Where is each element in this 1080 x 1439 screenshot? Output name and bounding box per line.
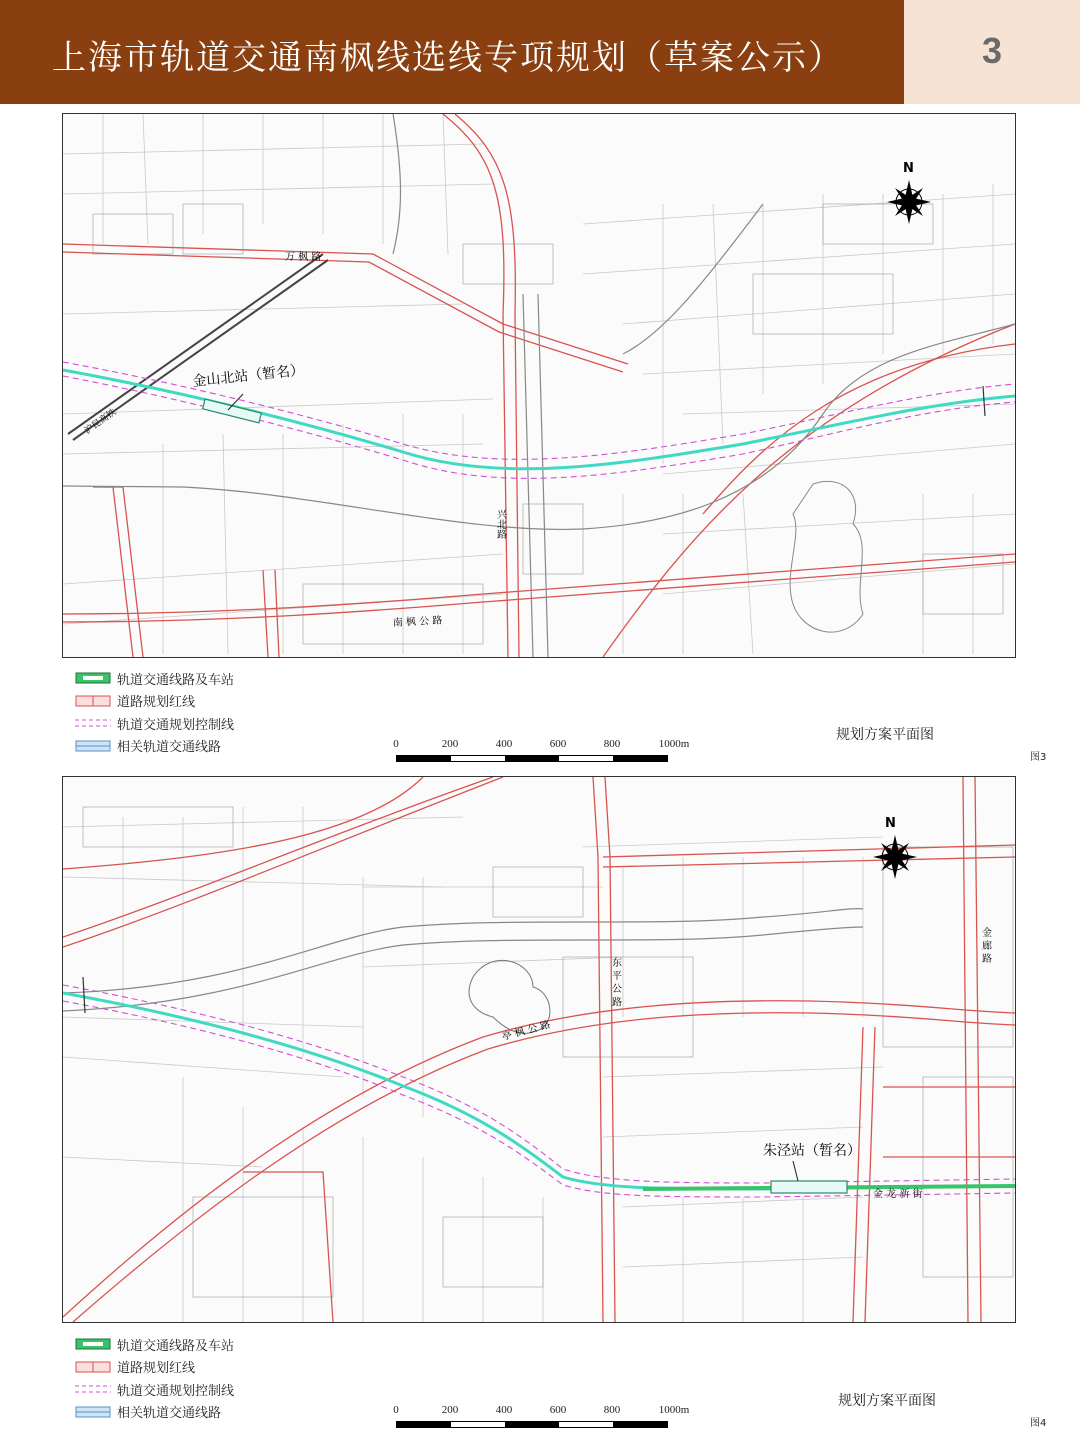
- scale-tick: 400: [495, 738, 513, 750]
- xingbei-road-label: 兴北路: [494, 509, 506, 539]
- scale-bar: [396, 1421, 668, 1428]
- scale-bar: [396, 755, 668, 762]
- north-arrow-icon: [887, 180, 931, 224]
- legend-row-control: [75, 712, 234, 735]
- map-4-drawing: [63, 777, 1015, 1322]
- legend-label-related: 相关轨道交通线路: [117, 1406, 222, 1422]
- map-figure-3: [62, 113, 1016, 658]
- scale-tick: 600: [549, 738, 567, 750]
- building-clusters: [93, 204, 1003, 644]
- north-label: N: [885, 816, 896, 831]
- legend-map-3: [75, 667, 234, 757]
- parcel-grid: [63, 807, 883, 1322]
- legend-row-road: [75, 690, 234, 713]
- map-figure-4: [62, 776, 1016, 1323]
- building-clusters: [83, 807, 1013, 1297]
- station-leader-line: [793, 1161, 798, 1181]
- north-arrow-icon: [873, 835, 917, 879]
- rail-line-station-symbol: [75, 672, 111, 684]
- zhujing-station-symbol: [771, 1181, 847, 1193]
- legend-row-rail: [75, 1333, 234, 1356]
- park-outline: [790, 481, 863, 632]
- line-end-marker: [983, 386, 985, 416]
- jinchan-road-label: 金 廊 路: [979, 927, 991, 964]
- scale-tick: 200: [441, 1404, 459, 1416]
- scale-tick: 1000m: [658, 1404, 690, 1416]
- legend-row-road: [75, 1356, 234, 1379]
- page-number: 3: [981, 30, 1003, 71]
- scale-tick: 800: [603, 738, 621, 750]
- related-rail-line-symbol: [75, 1406, 111, 1418]
- legend-map-4: [75, 1333, 234, 1423]
- scale-bar-map-3: [393, 738, 696, 768]
- scale-tick: 1000m: [658, 738, 690, 750]
- legend-label-rail: 轨道交通线路及车站: [117, 1338, 235, 1354]
- legend-row-control: [75, 1378, 234, 1401]
- legend-label-rail: 轨道交通线路及车站: [117, 672, 235, 688]
- plan-title-map-3: 规划方案平面图: [836, 727, 934, 743]
- figure-label-3: 图3: [1030, 752, 1047, 763]
- road-red-lines: [63, 777, 1015, 1322]
- legend-row-related: [75, 1401, 234, 1424]
- road-red-line-symbol: [75, 1361, 111, 1373]
- map-3-drawing: [63, 114, 1015, 657]
- scale-tick: 400: [495, 1404, 513, 1416]
- legend-label-road: 道路规划红线: [117, 1361, 196, 1377]
- zhujing-station-label: 朱泾站（暂名）: [763, 1143, 861, 1159]
- plan-title-map-4: 规划方案平面图: [838, 1393, 936, 1409]
- rail-line-station-symbol: [75, 1338, 111, 1350]
- legend-label-related: 相关轨道交通线路: [117, 740, 222, 756]
- scale-tick: 200: [441, 738, 459, 750]
- figure-label-4: 图4: [1030, 1418, 1047, 1429]
- scale-tick: 0: [393, 738, 399, 750]
- jinshanbei-station-label: 金山北站（暂名）: [191, 362, 305, 390]
- header-bar: [0, 0, 904, 104]
- page-number-box: [904, 0, 1080, 104]
- scale-tick: 0: [393, 1404, 399, 1416]
- scale-bar-map-4: [393, 1404, 696, 1434]
- dongping-highway-label: 东 平 公 路: [609, 957, 621, 1007]
- line-start-marker: [83, 977, 85, 1013]
- north-label: N: [903, 161, 914, 176]
- hukun-hsr-label: 沪昆高铁: [82, 407, 119, 437]
- scale-tick: 600: [549, 1404, 567, 1416]
- scale-tick: 800: [603, 1404, 621, 1416]
- page-title: 上海市轨道交通南枫线选线专项规划（草案公示）: [52, 38, 844, 78]
- legend-label-control: 轨道交通规划控制线: [117, 717, 235, 733]
- legend-row-rail: [75, 667, 234, 690]
- tingfeng-highway-label: 亭 枫 公 路: [500, 1019, 552, 1043]
- legend-row-related: [75, 735, 234, 758]
- legend-label-control: 轨道交通规划控制线: [117, 1383, 235, 1399]
- rail-control-line-symbol: [75, 717, 111, 729]
- jinlong-street-label: 金 龙 新 街: [873, 1189, 923, 1200]
- nanfeng-highway-label: 南 枫 公 路: [392, 615, 443, 629]
- wanfeng-road-label: 万 枫 路: [285, 252, 322, 263]
- road-red-line-symbol: [75, 695, 111, 707]
- legend-label-road: 道路规划红线: [117, 695, 196, 711]
- rail-control-line-symbol: [75, 1383, 111, 1395]
- related-rail-line-symbol: [75, 740, 111, 752]
